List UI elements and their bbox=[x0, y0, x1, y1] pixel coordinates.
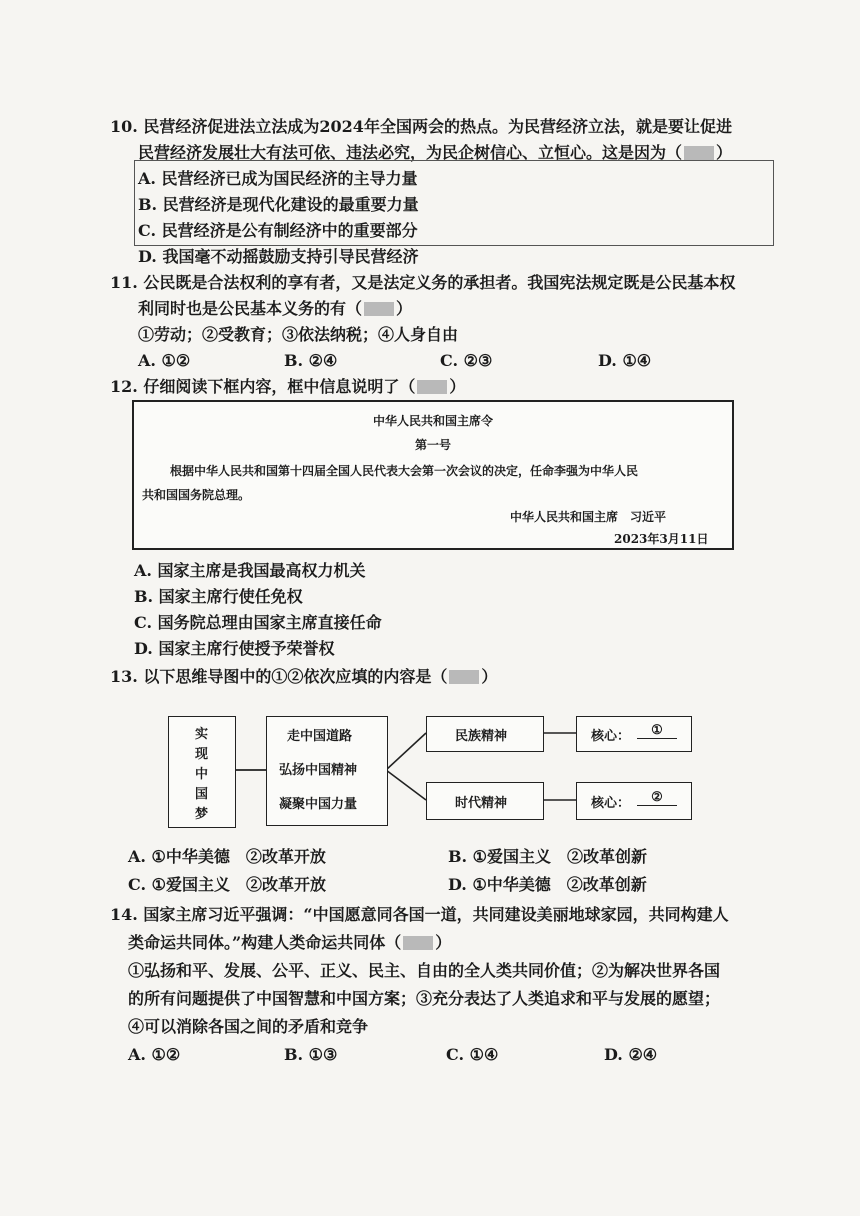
blank-2: ② bbox=[637, 790, 677, 806]
q14-stem-line2: 类命运共同体。”构建人类命运共同体（ ） bbox=[128, 933, 452, 952]
q12-option-c[interactable]: C. 国务院总理由国家主席直接任命 bbox=[134, 613, 382, 632]
root-char: 中 bbox=[195, 767, 209, 782]
q11-option-c[interactable]: C. ②③ bbox=[440, 351, 493, 370]
q12-option-d[interactable]: D. 国家主席行使授予荣誉权 bbox=[134, 639, 335, 658]
decree-title: 中华人民共和国主席令 bbox=[372, 414, 493, 428]
decree-number: 第一号 bbox=[414, 438, 451, 452]
decree-signer: 中华人民共和国主席 习近平 bbox=[510, 510, 667, 524]
q11-items: ①劳动；②受教育；③依法纳税；④人身自由 bbox=[138, 325, 459, 344]
mindmap-lower-box bbox=[426, 782, 544, 820]
q10-option-b[interactable]: B. 民营经济是现代化建设的最重要力量 bbox=[138, 195, 419, 214]
core-label: 核心： bbox=[591, 729, 631, 744]
q10-option-a[interactable]: A. 民营经济已成为国民经济的主导力量 bbox=[138, 169, 418, 188]
q10-option-d[interactable]: D. 我国毫不动摇鼓励支持引导民营经济 bbox=[138, 247, 419, 266]
q14-items-line3: ④可以消除各国之间的矛盾和竞争 bbox=[128, 1017, 369, 1036]
q10-stem-line1: 10. 民营经济促进法立法成为2024年全国两会的热点。为民营经济立法，就是要让促进 bbox=[110, 117, 732, 136]
q13-option-c[interactable]: C. ①爱国主义 ②改革开放 bbox=[128, 875, 326, 894]
q14-items-line1: ①弘扬和平、发展、公平、正义、民主、自由的全人类共同价值；②为解决世界各国 bbox=[128, 961, 721, 980]
decree-date: 2023年3月11日 bbox=[614, 532, 709, 546]
root-char: 现 bbox=[195, 747, 209, 762]
upper-label: 民族精神 bbox=[455, 729, 508, 744]
middle-item: 弘扬中国精神 bbox=[279, 763, 358, 778]
q11-option-d[interactable]: D. ①④ bbox=[598, 351, 652, 370]
q13-option-b[interactable]: B. ①爱国主义 ②改革创新 bbox=[448, 847, 648, 866]
blank-1: ① bbox=[637, 723, 677, 739]
middle-item: 凝聚中国力量 bbox=[279, 797, 358, 812]
answer-mask bbox=[403, 936, 433, 950]
q10-stem-line2: 民营经济发展壮大有法可依、违法必究，为民企树信心、立恒心。这是因为（ ） bbox=[138, 143, 733, 162]
q14-items-line2: 的所有问题提供了中国智慧和中国方案；③充分表达了人类追求和平与发展的愿望； bbox=[128, 989, 721, 1008]
mindmap-middle-box bbox=[266, 716, 388, 826]
mindmap-core1-box bbox=[576, 716, 692, 752]
q13-stem: 13. 以下思维导图中的①②依次应填的内容是（ ） bbox=[110, 667, 498, 686]
core-label: 核心： bbox=[591, 796, 631, 811]
lower-label: 时代精神 bbox=[455, 796, 508, 811]
q11-stem-line2: 利同时也是公民基本义务的有（ ） bbox=[138, 299, 413, 318]
root-char: 国 bbox=[195, 787, 209, 802]
q10-option-c[interactable]: C. 民营经济是公有制经济中的重要部分 bbox=[138, 221, 418, 240]
mindmap-root-box bbox=[168, 716, 236, 828]
q12-option-a[interactable]: A. 国家主席是我国最高权力机关 bbox=[134, 561, 366, 580]
mindmap-upper-box bbox=[426, 716, 544, 752]
root-char: 实 bbox=[195, 727, 209, 742]
q12-stem: 12. 仔细阅读下框内容，框中信息说明了（ ） bbox=[110, 377, 466, 396]
q12-option-b[interactable]: B. 国家主席行使任免权 bbox=[134, 587, 303, 606]
middle-item: 走中国道路 bbox=[287, 729, 353, 744]
q11-option-b[interactable]: B. ②④ bbox=[284, 351, 338, 370]
q14-stem-line1: 14. 国家主席习近平强调：“中国愿意同各国一道，共同建设美丽地球家园，共同构建人 bbox=[110, 905, 729, 924]
q14-option-a[interactable]: A. ①② bbox=[128, 1045, 181, 1064]
q14-option-b[interactable]: B. ①③ bbox=[284, 1045, 338, 1064]
decree-body-line1: 根据中华人民共和国第十四届全国人民代表大会第一次会议的决定，任命李强为中华人民 bbox=[170, 464, 639, 478]
q13-option-d[interactable]: D. ①中华美德 ②改革创新 bbox=[448, 875, 647, 894]
q11-option-a[interactable]: A. ①② bbox=[138, 351, 191, 370]
q11-stem-line1: 11. 公民既是合法权利的享有者，又是法定义务的承担者。我国宪法规定既是公民基本权 bbox=[110, 273, 736, 292]
mindmap-core2-box bbox=[576, 782, 692, 820]
decree-body-line2: 共和国国务院总理。 bbox=[142, 488, 251, 502]
root-char: 梦 bbox=[195, 807, 209, 822]
q14-option-c[interactable]: C. ①④ bbox=[446, 1045, 499, 1064]
q13-option-a[interactable]: A. ①中华美德 ②改革开放 bbox=[128, 847, 326, 866]
q14-option-d[interactable]: D. ②④ bbox=[604, 1045, 658, 1064]
